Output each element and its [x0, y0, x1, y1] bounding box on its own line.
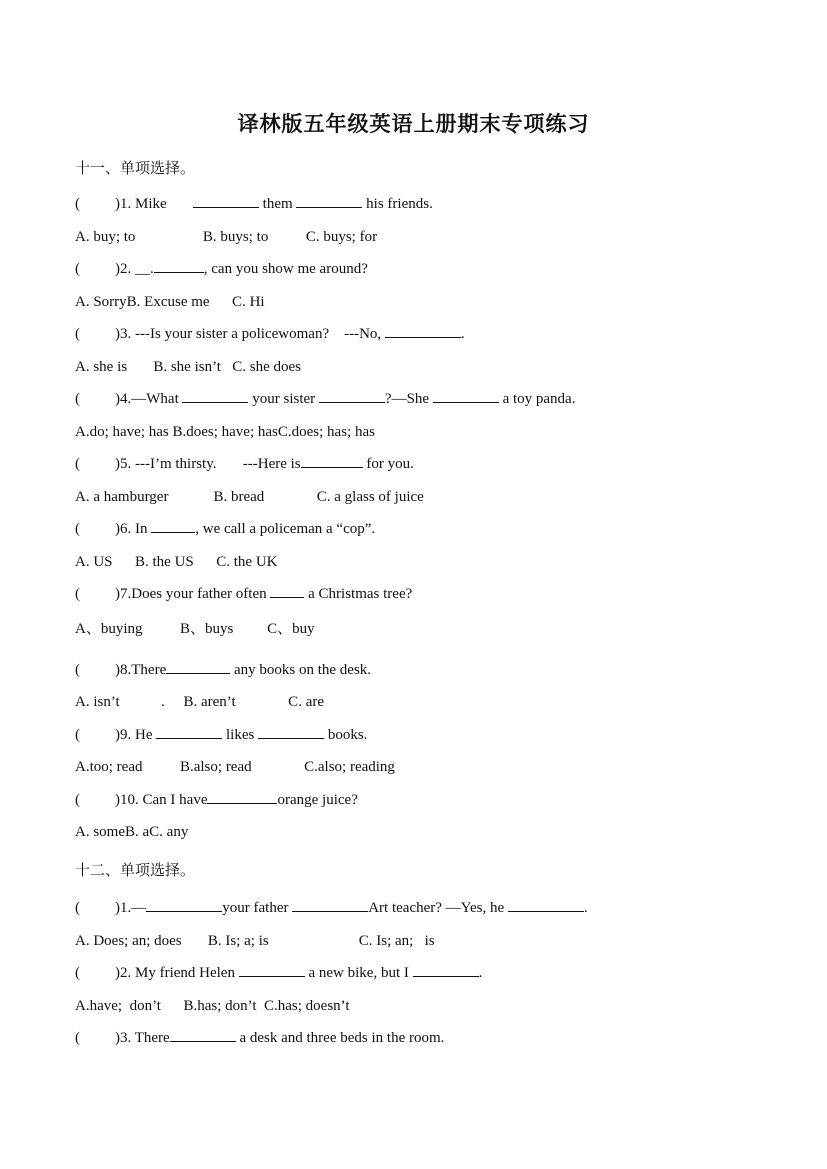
answer-blank[interactable]	[292, 910, 368, 912]
question-12-2: ( )2. My friend Helen a new bike, but I .	[75, 965, 483, 981]
question-7: ( )7.Does your father often a Christmas tree?	[75, 586, 413, 602]
answer-blank[interactable]	[193, 206, 259, 208]
answer-blank[interactable]	[170, 1040, 236, 1042]
question-9-options: A.too; read B.also; read C.also; reading	[75, 759, 395, 775]
answer-blank[interactable]	[508, 910, 584, 912]
answer-blank[interactable]	[258, 737, 324, 739]
answer-blank[interactable]	[182, 401, 248, 403]
section-heading-11: 十一、单项选择。	[75, 159, 196, 177]
answer-blank[interactable]	[151, 531, 195, 533]
section-heading-12: 十二、单项选择。	[75, 861, 196, 879]
answer-blank[interactable]	[207, 802, 277, 804]
question-6-options: A. US B. the US C. the UK	[75, 554, 278, 570]
answer-blank[interactable]	[385, 336, 461, 338]
question-12-1: ( )1.— your father Art teacher? —Yes, he .	[75, 900, 588, 916]
answer-blank[interactable]	[301, 466, 363, 468]
answer-blank[interactable]	[270, 596, 304, 598]
question-12-2-options: A.have; don’t B.has; don’t C.has; doesn’t	[75, 998, 350, 1014]
page-title: 译林版五年级英语上册期末专项练习	[237, 112, 590, 136]
question-5: ( )5. ---I’m thirsty. ---Here is for you.	[75, 456, 414, 472]
question-3: ( )3. ---Is your sister a policewoman? ---No, .	[75, 326, 465, 342]
question-1-options: A. buy; to B. buys; to C. buys; for	[75, 229, 378, 245]
question-8: ( )8.There any books on the desk.	[75, 662, 372, 678]
question-2-options: A. SorryB. Excuse me C. Hi	[75, 294, 265, 310]
answer-blank[interactable]	[154, 271, 204, 273]
answer-blank[interactable]	[413, 975, 479, 977]
question-12-1-options: A. Does; an; does B. Is; a; is C. Is; an; is	[75, 933, 435, 949]
question-8-options: A. isn’t . B. aren’t C. are	[75, 694, 325, 710]
question-4: ( )4.—What your sister ?—She a toy panda.	[75, 391, 576, 407]
question-12-3: ( )3. There a desk and three beds in the room.	[75, 1030, 445, 1046]
answer-blank[interactable]	[319, 401, 385, 403]
question-1: ( )1. Mike them his friends.	[75, 196, 433, 212]
answer-blank[interactable]	[156, 737, 222, 739]
question-4-options: A.do; have; has B.does; have; hasC.does; has; has	[75, 424, 375, 440]
question-6: ( )6. In , we call a policeman a “cop”.	[75, 521, 376, 537]
answer-blank[interactable]	[296, 206, 362, 208]
question-10: ( )10. Can I have orange juice?	[75, 792, 358, 808]
answer-blank[interactable]	[433, 401, 499, 403]
answer-blank[interactable]	[146, 910, 222, 912]
answer-blank[interactable]	[166, 672, 230, 674]
question-10-options: A. someB. aC. any	[75, 824, 189, 840]
answer-blank[interactable]	[239, 975, 305, 977]
question-3-options: A. she is B. she isn’t C. she does	[75, 359, 301, 375]
question-9: ( )9. He likes books.	[75, 727, 368, 743]
question-5-options: A. a hamburger B. bread C. a glass of juice	[75, 489, 424, 505]
question-2: ( )2. __. , can you show me around?	[75, 261, 368, 277]
question-7-options: A、buying B、buys C、buy	[75, 621, 315, 637]
